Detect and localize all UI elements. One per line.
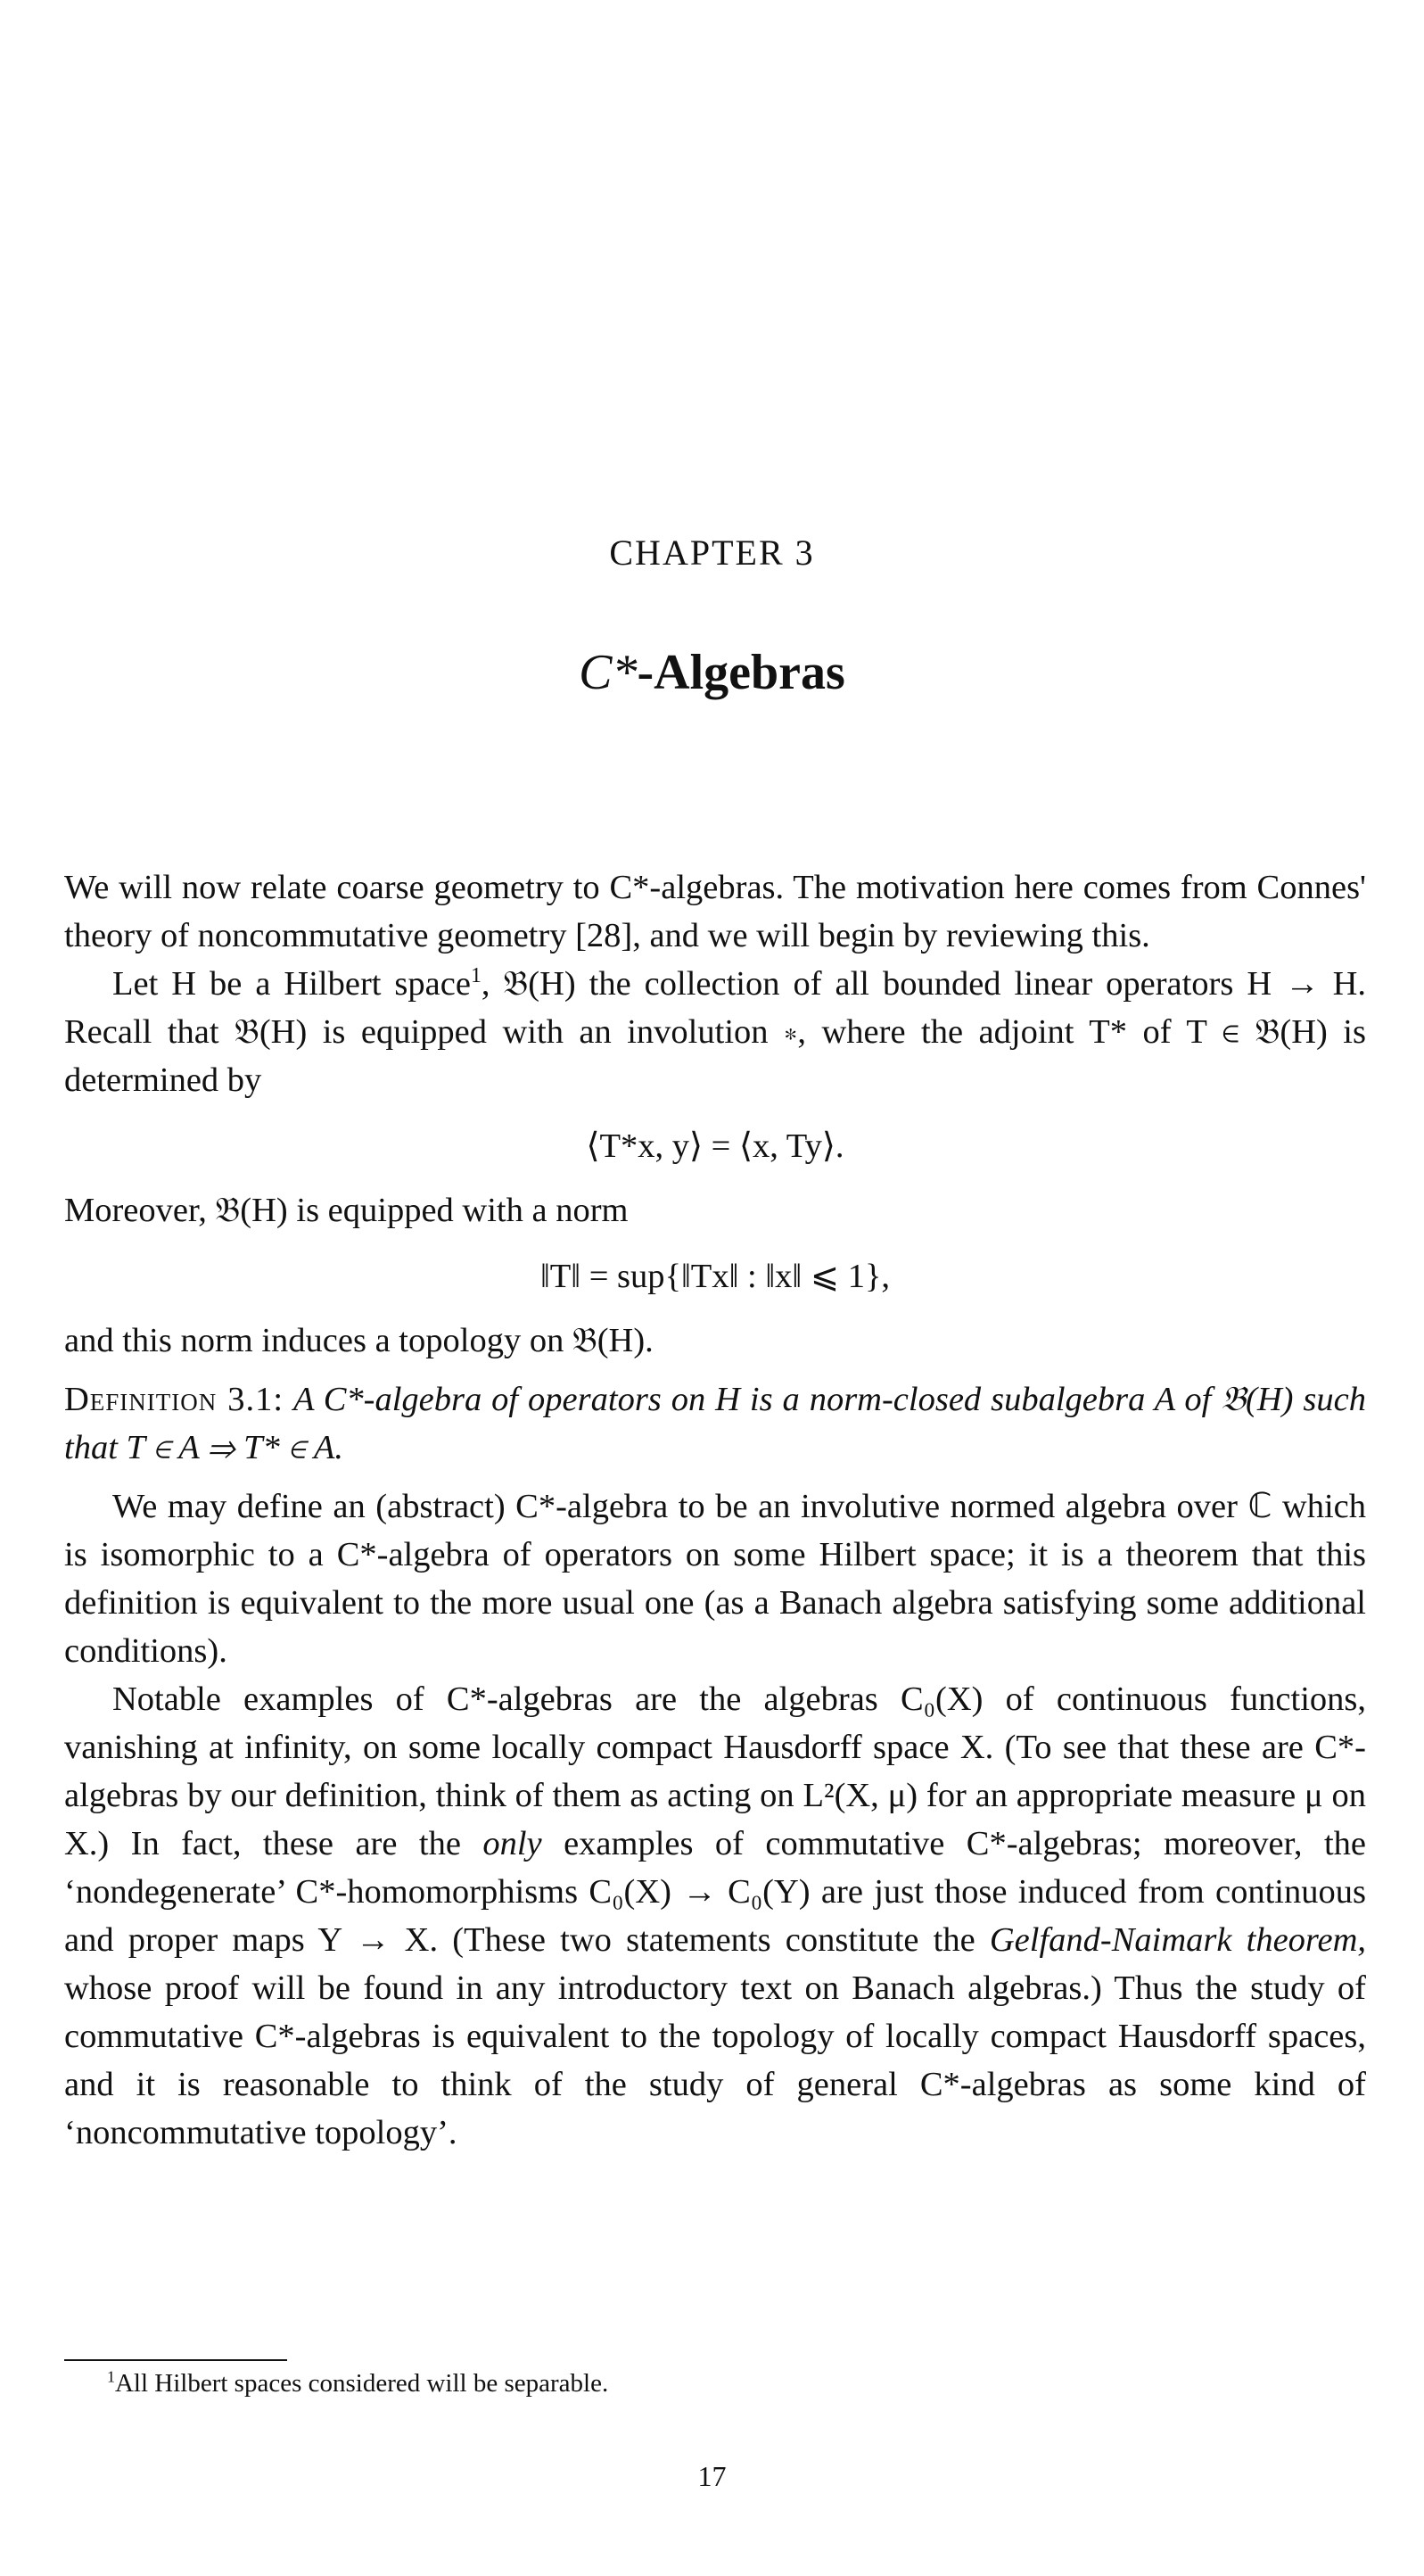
emphasis-only: only xyxy=(482,1825,542,1862)
footnote-divider xyxy=(64,2359,287,2361)
equation-norm: ‖T‖ = sup{‖Tx‖ : ‖x‖ ⩽ 1}, xyxy=(539,1258,891,1295)
definition-3-1 xyxy=(64,1375,1366,1472)
footnote-reference: 1 xyxy=(470,964,482,988)
footnote xyxy=(64,2365,1313,2401)
footnote-mark: 1 xyxy=(107,2367,115,2386)
footnote-text: All Hilbert spaces considered will be separable. xyxy=(114,2369,609,2398)
chapter-title-text: -Algebras xyxy=(637,645,845,700)
paragraph-hilbert-space xyxy=(64,960,1366,1104)
chapter-title xyxy=(0,644,1424,701)
paragraph-examples-middle: examples of commutative C*-algebras; moreover, the ‘nondegenerate’ C*-homomorphisms C₀(X) → C₀(Y) are just those induced from continuous and proper maps Y → X. (These two statements constitute the xyxy=(64,1825,1366,1959)
paragraph-hilbert-space-start: Let H be a Hilbert space xyxy=(112,965,471,1003)
chapter-title-symbol: C* xyxy=(579,645,638,700)
paragraph-examples xyxy=(64,1675,1366,2157)
paragraph-examples-end: whose proof will be found in any introductory text on Banach algebras.) Thus the study of commutative C*-algebras is equivalent to the topology of locally compact Hausdorff spaces, and it is reasonable to think of the study of general C*-algebras as some kind of ‘noncommutative topology’. xyxy=(64,1969,1366,2151)
paragraph-examples-start: Notable examples of C*-algebras are the algebras C₀(X) of continuous functions, vanishing at infinity, on some locally compact Hausdorff space X. (To see that these are C*-algebras by our definition, think of them as acting on L²(X, μ) for an appropriate measure μ on X.) In fact, these are the xyxy=(64,1680,1366,1862)
page-number: 17 xyxy=(697,2460,727,2492)
paragraph-topology: and this norm induces a topology on 𝔅(H). xyxy=(64,1322,654,1359)
definition-label: Definition 3.1: xyxy=(64,1381,284,1418)
chapter-body xyxy=(64,863,1366,2157)
paragraph-abstract-algebra: We may define an (abstract) C*-algebra to be an involutive normed algebra over ℂ which is isomorphic to a C*-algebra of operators on some Hilbert space; it is a theorem that this definition is equivalent to the more usual one (as a Banach algebra satisfying some additional conditions). xyxy=(64,1488,1366,1670)
paragraph-norm: Moreover, 𝔅(H) is equipped with a norm xyxy=(64,1192,629,1229)
chapter-label: CHAPTER 3 xyxy=(609,533,815,573)
equation-adjoint: ⟨T*x, y⟩ = ⟨x, Ty⟩. xyxy=(586,1127,844,1165)
definition-body: A C*-algebra of operators on H is a norm-closed subalgebra A of 𝔅(H) such that T ∈ A ⇒ T* ∈ A. xyxy=(64,1381,1366,1466)
theorem-name: Gelfand-Naimark theorem, xyxy=(989,1921,1366,1959)
paragraph-hilbert-space-end: , 𝔅(H) the collection of all bounded linear operators H → H. Recall that 𝔅(H) is equipped with an involution ∗, where the adjoint T* of T ∈ 𝔅(H) is determined by xyxy=(64,965,1366,1099)
paragraph-intro: We will now relate coarse geometry to C*-algebras. The motivation here comes from Connes' theory of noncommutative geometry [28], and we will begin by reviewing this. xyxy=(64,869,1366,954)
